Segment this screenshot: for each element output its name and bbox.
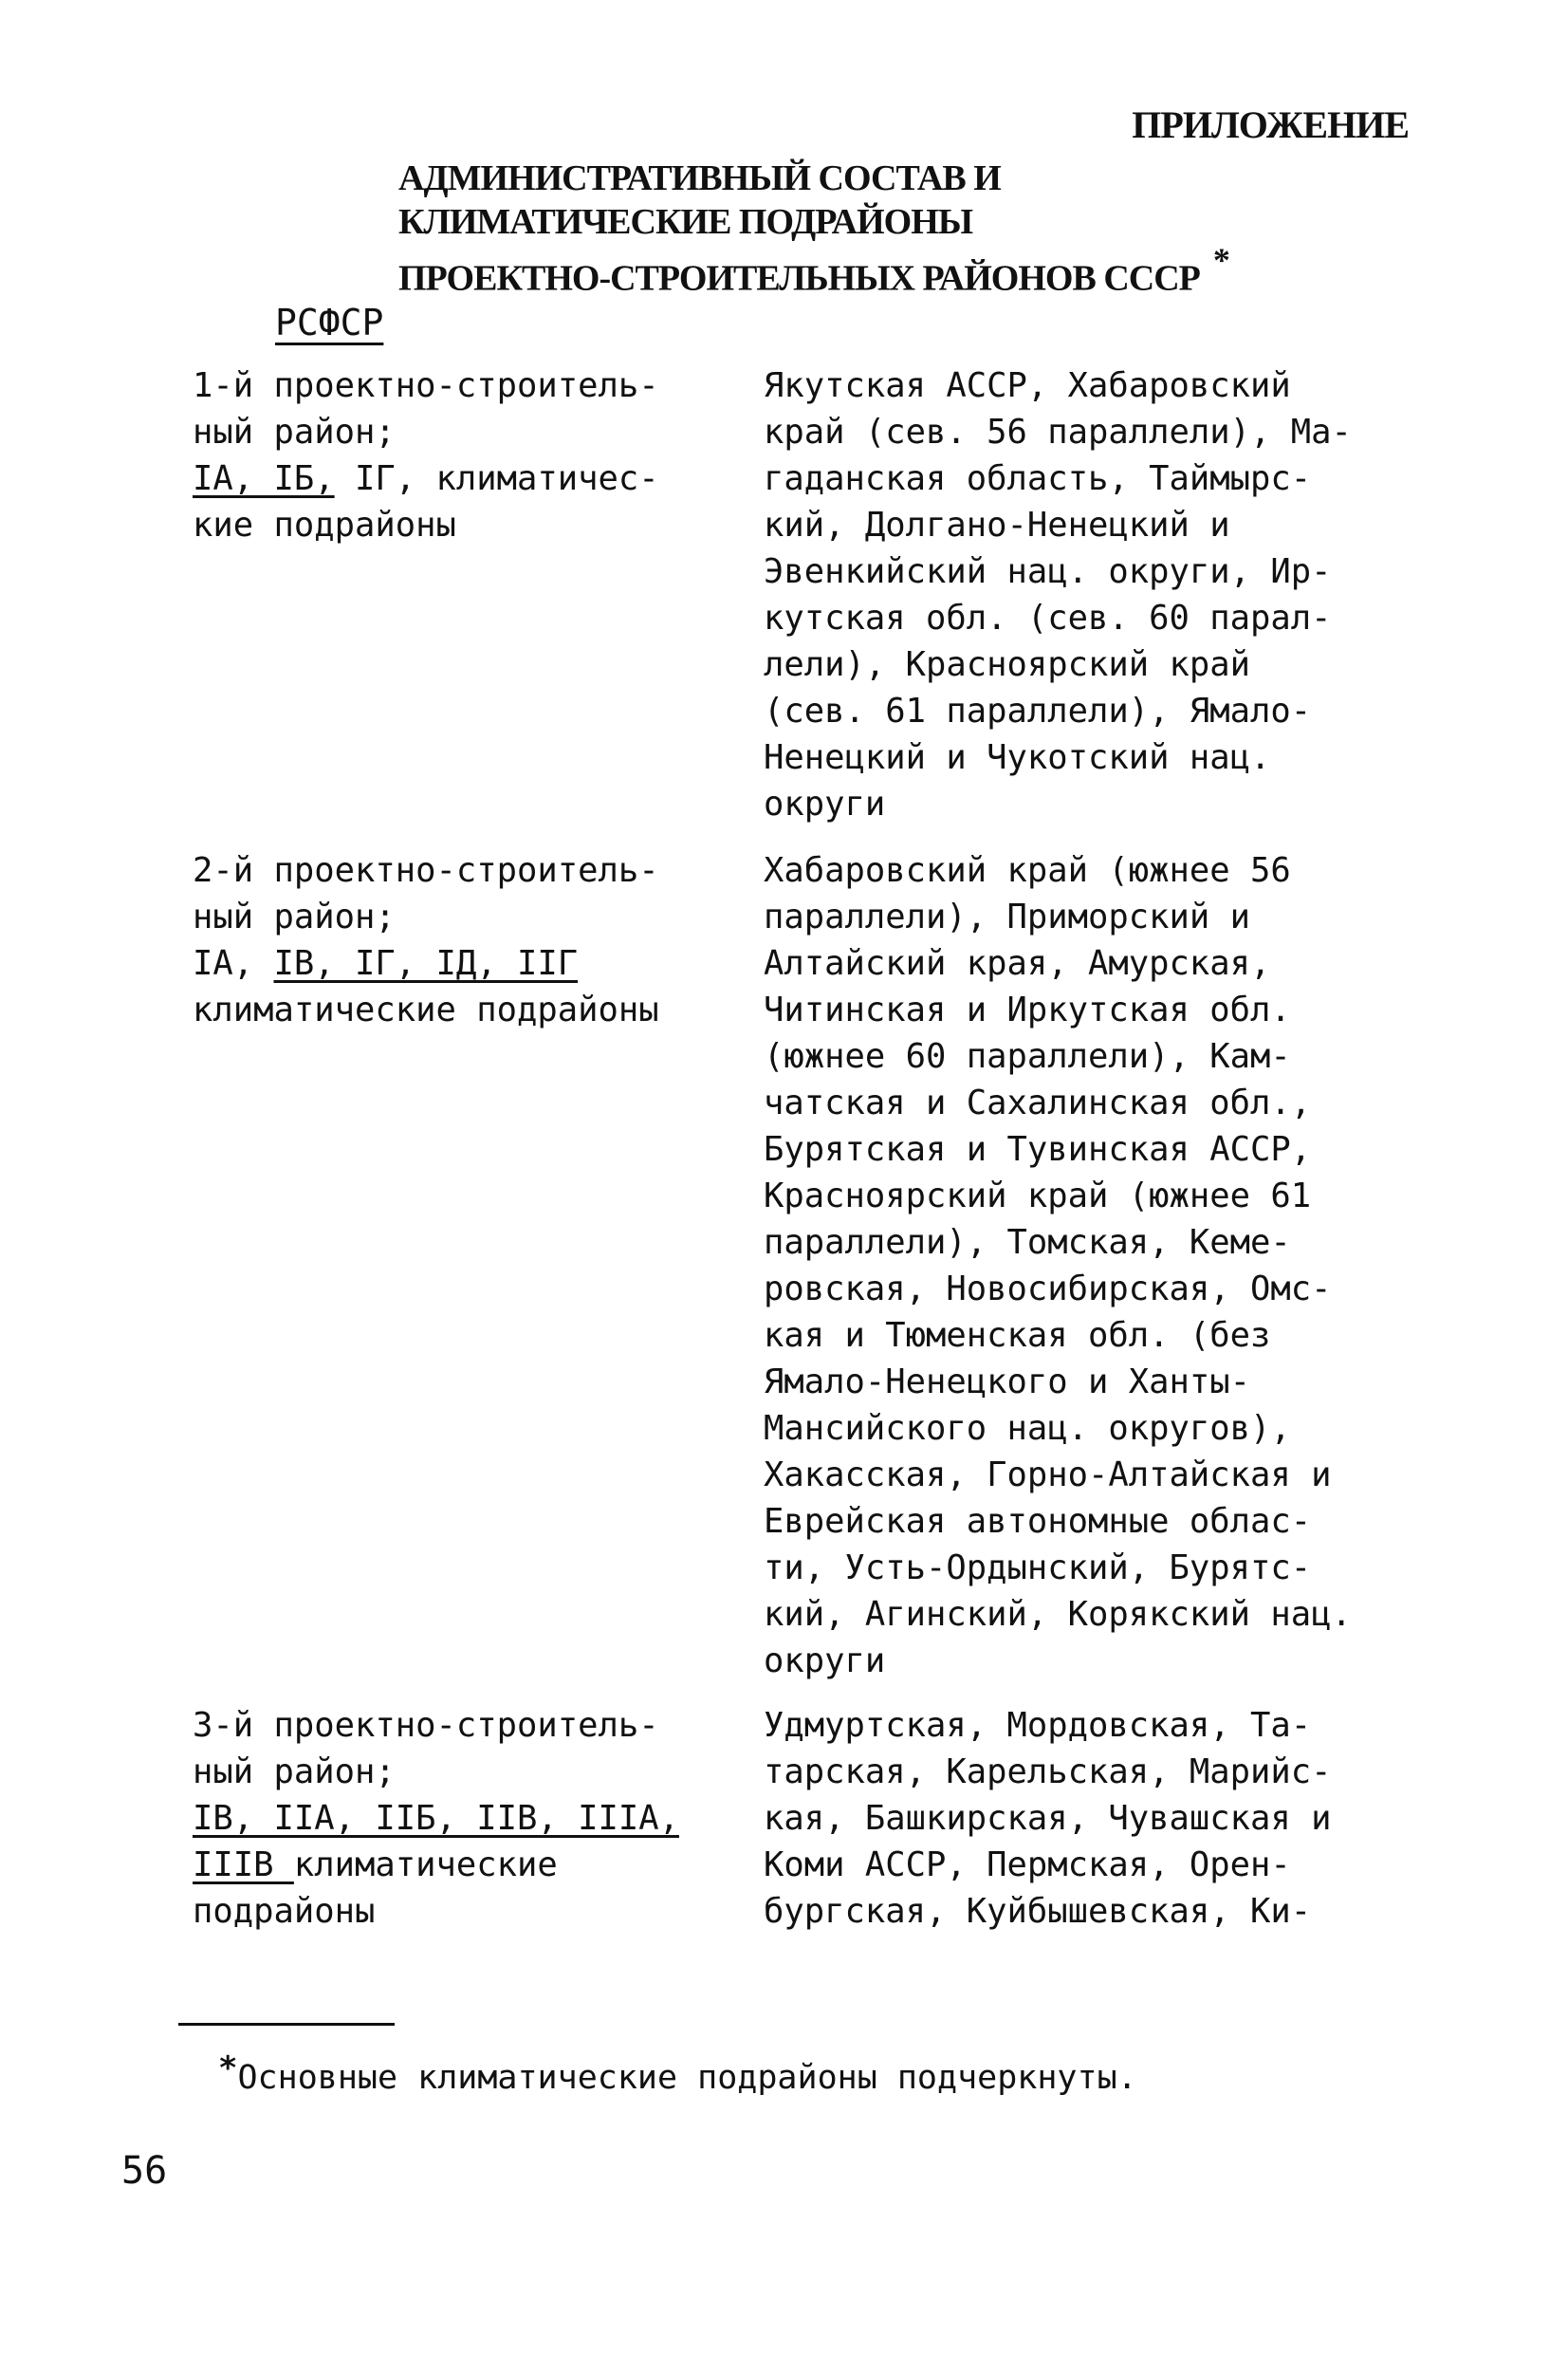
subdistrict-line — [193, 502, 724, 548]
description-line: округи — [764, 785, 886, 824]
description-line: (сев. 61 параллели), Ямало- — [764, 692, 1312, 731]
title-line-3: ПРОЕКТНО-СТРОИТЕЛЬНЫХ РАЙОНОВ СССР * — [398, 241, 1229, 299]
description-line: Ненецкий и Чукотский нац. — [764, 738, 1271, 777]
description-line: кая и Тюменская обл. (без — [764, 1316, 1271, 1355]
subdistrict-text: климатические — [293, 1845, 558, 1884]
district-3-subdistricts — [193, 1795, 724, 1935]
appendix-label: ПРИЛОЖЕНИЕ — [1132, 103, 1409, 146]
page-number: 56 — [121, 2149, 168, 2193]
footnote-marker: * — [218, 2049, 238, 2087]
title-line-2: КЛИМАТИЧЕСКИЕ ПОДРАЙОНЫ — [398, 202, 973, 242]
description-line: кий, Агинский, Корякский нац. — [764, 1595, 1352, 1634]
district-1-subdistricts — [193, 455, 724, 548]
district-3-description — [764, 1702, 1390, 1935]
description-line: чатская и Сахалинская обл., — [764, 1084, 1312, 1122]
district-name-line: 2-й проектно-строитель- — [193, 851, 659, 890]
description-line: гаданская область, Таймырс- — [764, 459, 1312, 498]
main-subdistrict-codes: IIIВ — [193, 1845, 294, 1884]
description-line: Хакасская, Горно-Алтайская и — [764, 1455, 1332, 1494]
description-line: округи — [764, 1641, 886, 1680]
title-line-1: АДМИНИСТРАТИВНЫЙ СОСТАВ И — [398, 158, 1001, 198]
subdistrict-text: подрайоны — [193, 1892, 376, 1931]
district-name-line: ный район; — [193, 898, 396, 936]
description-line: тарская, Карельская, Марийс- — [764, 1752, 1332, 1791]
description-line: бургская, Куйбышевская, Ки- — [764, 1892, 1312, 1931]
subdistrict-text: IГ, климатичес- — [334, 459, 659, 498]
district-name-line: ный район; — [193, 413, 396, 452]
district-2-name — [193, 847, 724, 1033]
subdistrict-line — [193, 455, 724, 502]
subdistrict-line — [193, 940, 724, 987]
description-line: ровская, Новосибирская, Омс- — [764, 1270, 1332, 1308]
subdistrict-text: кие подрайоны — [193, 506, 456, 545]
footnote-divider — [178, 2023, 395, 2026]
district-2-description — [764, 847, 1390, 1684]
description-line: Красноярский край (южнее 61 — [764, 1177, 1312, 1215]
district-name-line: ный район; — [193, 1752, 396, 1791]
district-name-line: 3-й проектно-строитель- — [193, 1706, 659, 1745]
subdistrict-line — [193, 1795, 724, 1842]
footnote — [218, 2049, 1137, 2097]
description-line: Эвенкийский нац. округи, Ир- — [764, 552, 1332, 591]
description-line: Коми АССР, Пермская, Орен- — [764, 1845, 1291, 1884]
description-line: (южнее 60 параллели), Кам- — [764, 1037, 1291, 1076]
subdistrict-line — [193, 987, 724, 1033]
footnote-text: Основные климатические подрайоны подчеркнуты. — [237, 2059, 1137, 2097]
main-subdistrict-codes: IВ, IIА, IIБ, IIВ, IIIА, — [193, 1799, 679, 1838]
description-line: край (сев. 56 параллели), Ма- — [764, 413, 1352, 452]
description-line: кий, Долгано-Ненецкий и — [764, 506, 1230, 545]
republic-heading: РСФСР — [275, 302, 384, 343]
page-title — [398, 157, 1489, 301]
subdistrict-line — [193, 1888, 724, 1935]
district-1-name — [193, 362, 724, 548]
description-line: Еврейская автономные облас- — [764, 1502, 1312, 1541]
description-line: параллели), Томская, Кеме- — [764, 1223, 1291, 1262]
description-line: ти, Усть-Ордынский, Бурятс- — [764, 1548, 1312, 1587]
description-line: кутская обл. (сев. 60 парал- — [764, 599, 1332, 638]
district-2-subdistricts — [193, 940, 724, 1033]
description-line: Удмуртская, Мордовская, Та- — [764, 1706, 1312, 1745]
description-line: Бурятская и Тувинская АССР, — [764, 1130, 1312, 1169]
subdistrict-text: климатические подрайоны — [193, 991, 659, 1029]
description-line: кая, Башкирская, Чувашская и — [764, 1799, 1332, 1838]
subdistrict-line — [193, 1842, 724, 1888]
description-line: Хабаровский край (южнее 56 — [764, 851, 1291, 890]
district-3-name — [193, 1702, 724, 1935]
description-line: Ямало-Ненецкого и Ханты- — [764, 1362, 1250, 1401]
description-line: Алтайский края, Амурская, — [764, 944, 1271, 983]
main-subdistrict-codes: IА, IБ, — [193, 459, 335, 498]
district-1-description — [764, 362, 1390, 827]
description-line: лели), Красноярский край — [764, 645, 1250, 684]
description-line: Читинская и Иркутская обл. — [764, 991, 1291, 1029]
district-name-line: 1-й проектно-строитель- — [193, 366, 659, 405]
subdistrict-text: IА, — [193, 944, 274, 983]
title-asterisk: * — [1212, 241, 1229, 279]
description-line: Мансийского нац. округов), — [764, 1409, 1291, 1448]
description-line: Якутская АССР, Хабаровский — [764, 366, 1291, 405]
main-subdistrict-codes: IВ, IГ, IД, IIГ — [273, 944, 579, 983]
description-line: параллели), Приморский и — [764, 898, 1250, 936]
